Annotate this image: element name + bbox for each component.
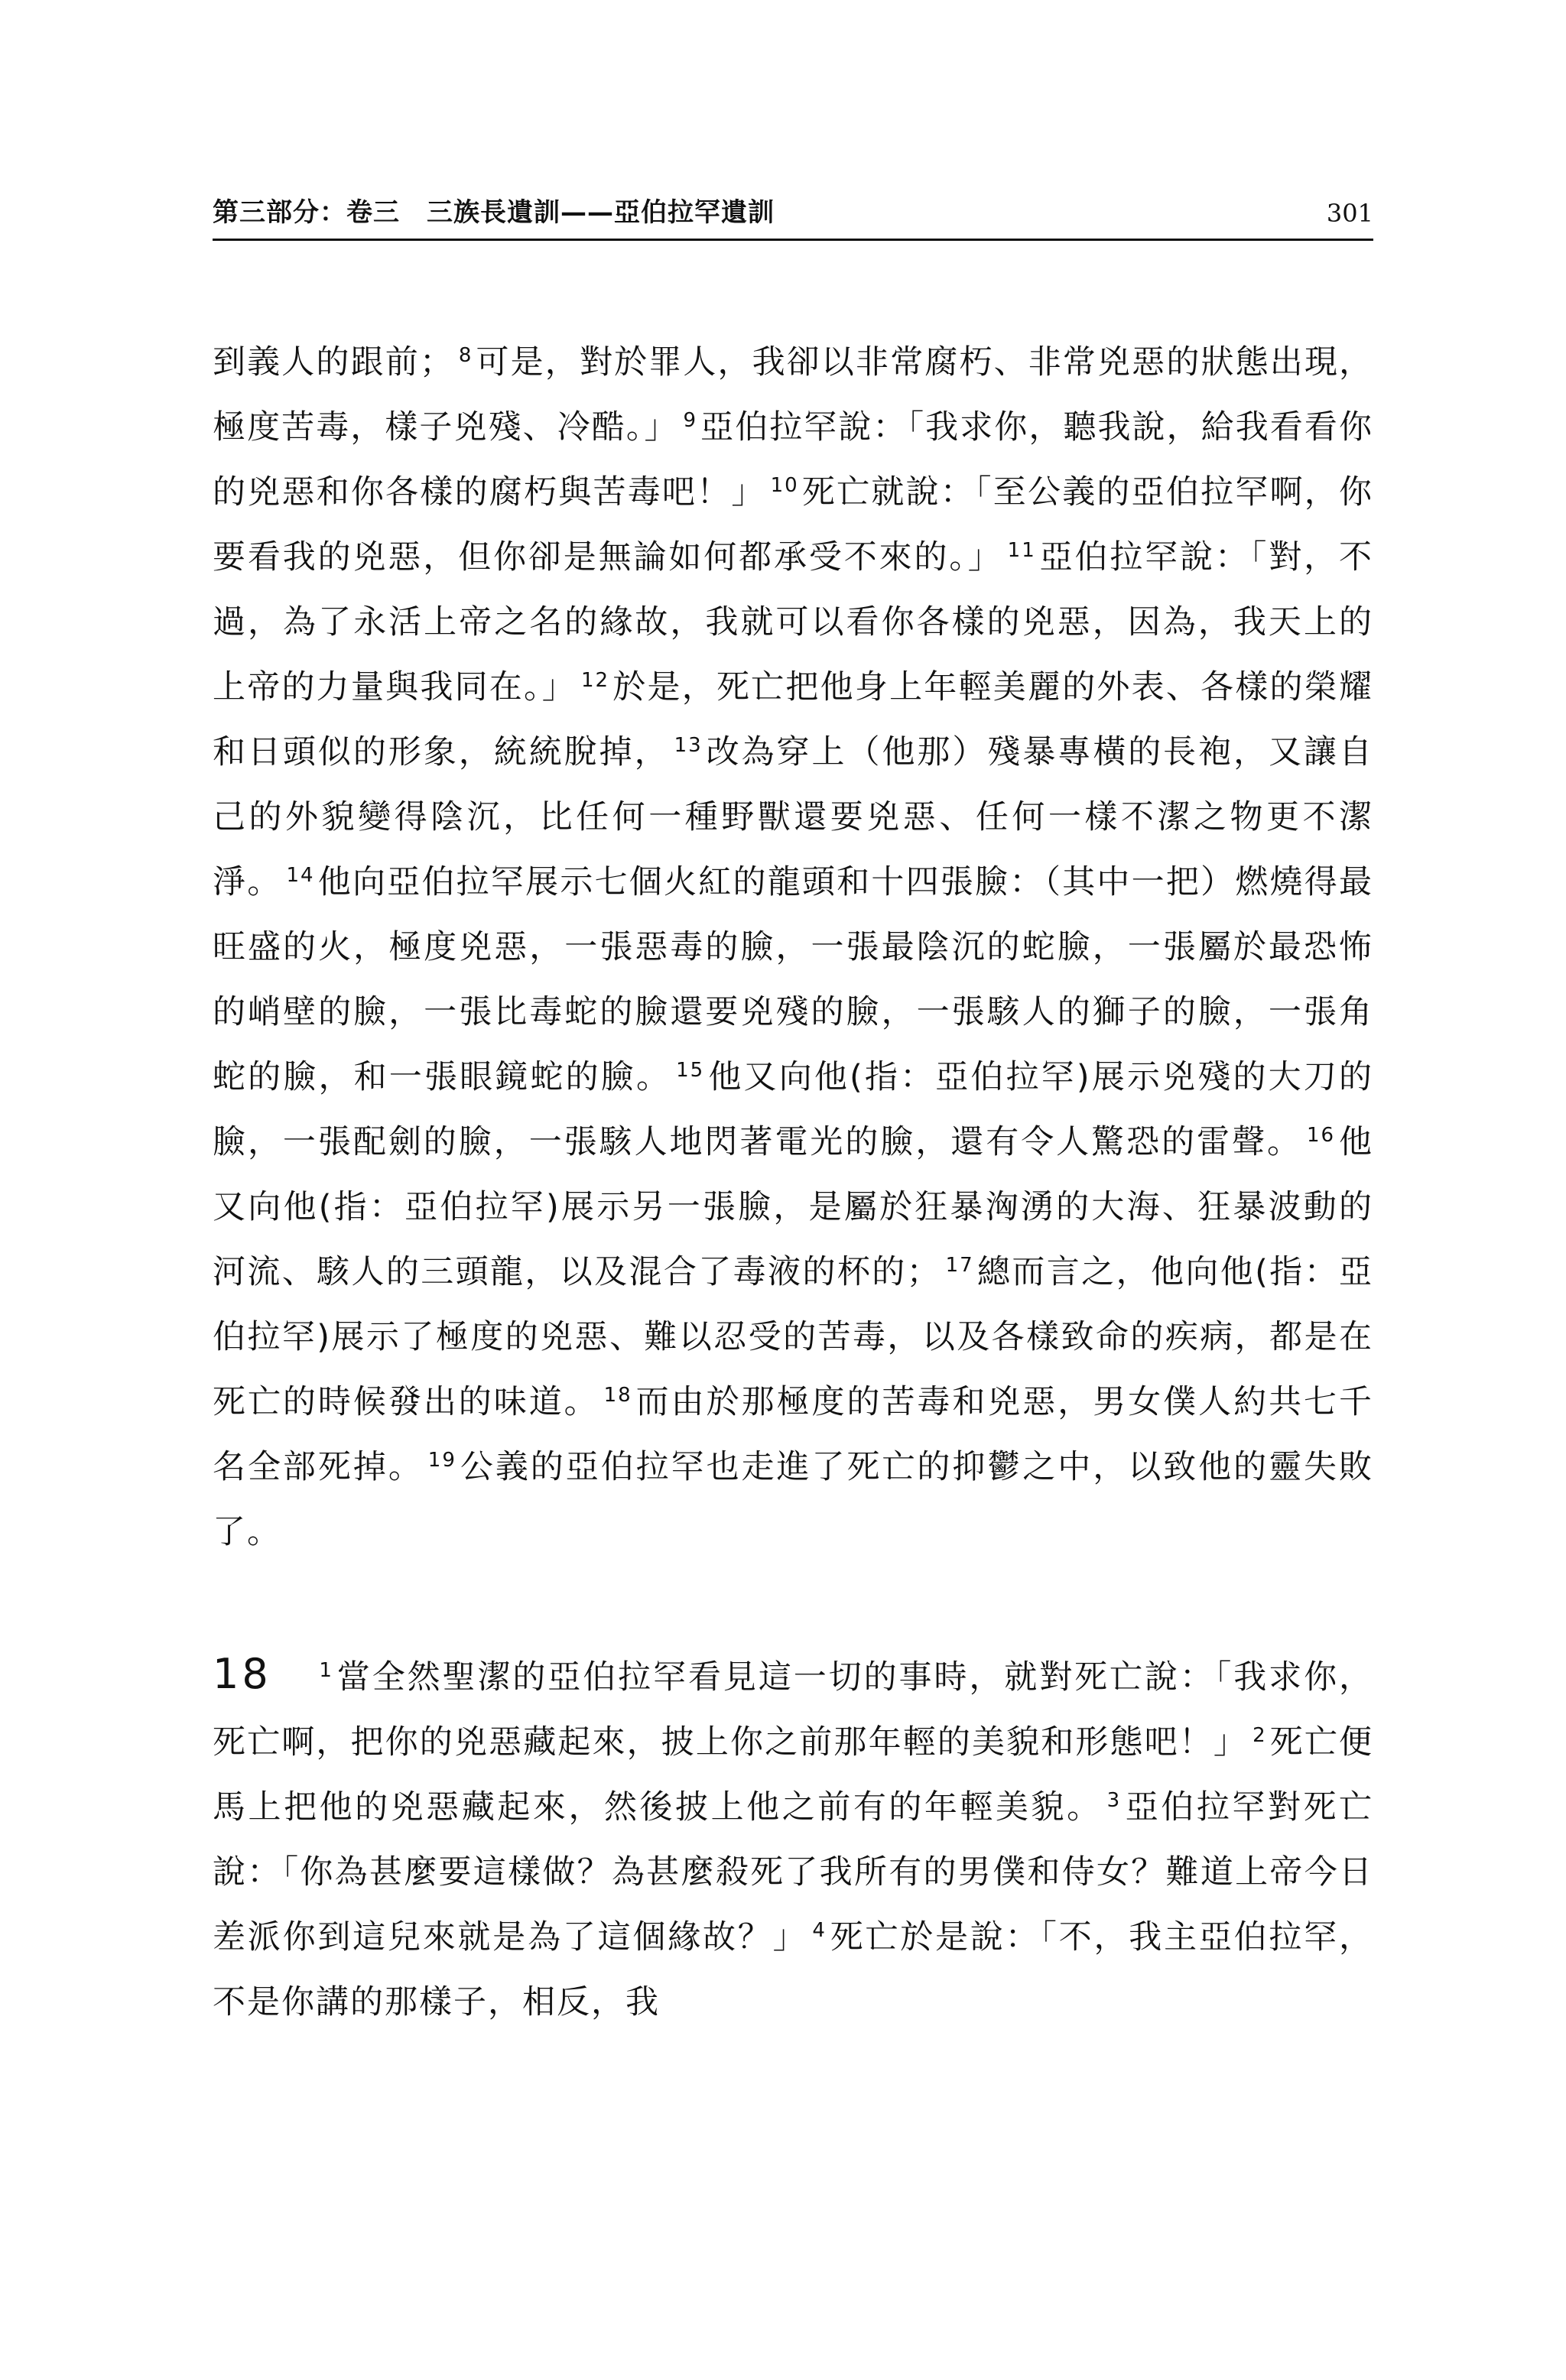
text-run: 於是，死亡把他身上年輕美麗的外表、各樣的榮耀和日頭似的形象，統統脫掉， — [213, 668, 1373, 771]
text-run: 亞伯拉罕對死亡說：「你為甚麼要這樣做？為甚麼殺死了我所有的男僕和侍女？難道上帝今日差派你到這兒來就是為了這個緣故？」 — [213, 1788, 1374, 1956]
running-header — [213, 191, 1373, 237]
verse-number: 14 — [286, 863, 315, 887]
header-rule — [213, 239, 1373, 241]
body-text — [213, 330, 1373, 2035]
verse-number: 12 — [580, 668, 610, 692]
verse-number: 17 — [945, 1253, 974, 1277]
paragraph-2 — [213, 1641, 1373, 2035]
verse-number: 4 — [812, 1918, 827, 1942]
verse-number: 1 — [319, 1658, 333, 1682]
verse-number: 8 — [458, 343, 473, 367]
header-title: 第三部分：卷三 三族長遺訓——亞伯拉罕遺訓 — [213, 197, 775, 228]
text-run: 改為穿上（他那）殘暴專橫的長袍，又讓自己的外貌變得陰沉，比任何一種野獸還要兇惡、任何一樣不潔之物更不潔淨。 — [213, 733, 1374, 901]
text-run: 死亡就說：「至公義的亞伯拉罕啊，你要看我的兇惡，但你卻是無論如何都承受不來的。」 — [213, 473, 1374, 576]
text-run: 公義的亞伯拉罕也走進了死亡的抑鬱之中，以致他的靈失敗了。 — [213, 1448, 1374, 1551]
verse-number: 10 — [770, 473, 799, 497]
text-run: 亞伯拉罕說：「我求你，聽我說，給我看看你的兇惡和你各樣的腐朽與苦毒吧！」 — [213, 408, 1374, 511]
section-gap — [213, 1565, 1373, 1641]
verse-number: 9 — [683, 408, 698, 432]
text-run: 亞伯拉罕說：「對，不過，為了永活上帝之名的緣故，我就可以看你各樣的兇惡，因為，我天上的上帝的力量與我同在。」 — [213, 538, 1374, 706]
verse-number: 11 — [1007, 538, 1036, 562]
verse-number: 18 — [603, 1383, 632, 1407]
verse-number: 19 — [427, 1448, 456, 1472]
text-run: 總而言之，他向他(指：亞伯拉罕)展示了極度的兇惡、難以忍受的苦毒，以及各樣致命的疾病，都是在死亡的時候發出的味道。 — [213, 1253, 1373, 1421]
verse-number: 2 — [1252, 1723, 1267, 1747]
text-run: 他向亞伯拉罕展示七個火紅的龍頭和十四張臉：（其中一把）燃燒得最旺盛的火，極度兇惡，一張惡毒的臉，一張最陰沉的蛇臉，一張屬於最恐怖的峭壁的臉，一張比毒蛇的臉還要兇殘的臉，一張駭人的獅子的臉，一張角蛇的臉，和一張眼鏡蛇的臉。 — [213, 863, 1374, 1096]
page-number: 301 — [1326, 199, 1373, 228]
text-run: 到義人的跟前； — [213, 343, 454, 382]
text-run: 而由於那極度的苦毒和兇惡，男女僕人約共七千名全部死掉。 — [213, 1383, 1374, 1486]
text-run: 死亡於是說：「不，我主亞伯拉罕，不是你講的那樣子，相反，我 — [213, 1918, 1374, 2021]
text-run: 可是，對於罪人，我卻以非常腐朽、非常兇惡的狀態出現，極度苦毒，樣子兇殘、冷酷。」 — [213, 343, 1374, 446]
text-run: 死亡便馬上把他的兇惡藏起來，然後披上他之前有的年輕美貌。 — [213, 1723, 1374, 1826]
verse-number: 13 — [674, 733, 703, 757]
text-run: 他又向他(指：亞伯拉罕)展示另一張臉，是屬於狂暴洶湧的大海、狂暴波動的河流、駭人的三頭龍，以及混合了毒液的杯的； — [213, 1123, 1374, 1291]
paragraph-1 — [213, 330, 1373, 1565]
text-run: 他又向他(指：亞伯拉罕)展示兇殘的大刀的臉，一張配劍的臉，一張駭人地閃著電光的臉，還有令人驚恐的雷聲。 — [213, 1058, 1373, 1161]
verse-number: 16 — [1306, 1123, 1336, 1147]
chapter-number: 18 — [213, 1650, 271, 1698]
verse-number: 15 — [676, 1058, 705, 1082]
verse-number: 3 — [1106, 1788, 1122, 1812]
text-run: 當全然聖潔的亞伯拉罕看見這一切的事時，就對死亡說：「我求你，死亡啊，把你的兇惡藏起來，披上你之前那年輕的美貌和形態吧！」 — [213, 1658, 1373, 1761]
